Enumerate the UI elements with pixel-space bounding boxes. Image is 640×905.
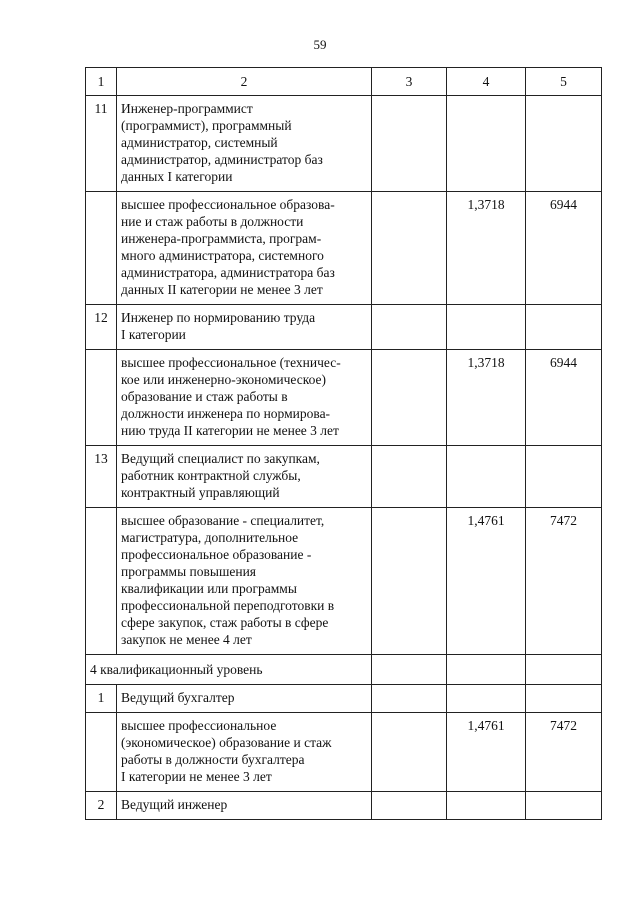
position-row [86,305,602,350]
text-line: контрактный управляющий [121,485,280,500]
column-4-value: 1,3718 [447,350,526,446]
text-line: нию труда II категории не менее 3 лет [121,423,339,438]
column-4-value [447,655,526,685]
qualification-table [85,67,602,820]
position-row [86,792,602,820]
row-number: 2 [86,792,117,820]
text-line: закупок не менее 4 лет [121,632,252,647]
column-3-value [372,655,447,685]
column-3-value [372,192,447,305]
text-line: высшее профессиональное (техничес- [121,355,341,370]
column-4-value [447,685,526,713]
text-line: ние и стаж работы в должности [121,214,304,229]
position-title [117,792,372,820]
column-4-value: 1,4761 [447,713,526,792]
column-header-1: 1 [86,68,117,96]
row-number [86,192,117,305]
text-line: высшее профессиональное [121,718,277,733]
qualification-level-row [86,655,602,685]
position-title [117,305,372,350]
position-row [86,685,602,713]
column-5-value [526,96,602,192]
row-number: 13 [86,446,117,508]
text-line: квалификации или программы [121,581,297,596]
column-5-value [526,305,602,350]
column-5-value: 7472 [526,713,602,792]
text-line: высшее профессиональное образова- [121,197,335,212]
text-line: (экономическое) образование и стаж [121,735,332,750]
table-body [86,68,602,820]
row-number [86,350,117,446]
text-line: Инженер-программист [121,101,253,116]
column-3-value [372,350,447,446]
position-row [86,96,602,192]
text-line: администратора, администратора баз [121,265,335,280]
requirement-row [86,192,602,305]
text-line: кое или инженерно-экономическое) [121,372,327,387]
text-line: данных I категории [121,169,233,184]
header-row [86,68,602,96]
text-line: сфере закупок, стаж работы в сфере [121,615,329,630]
row-number [86,713,117,792]
column-header-3: 3 [372,68,447,96]
column-5-value: 6944 [526,350,602,446]
text-line: работник контрактной службы, [121,468,301,483]
text-line: Ведущий специалист по закупкам, [121,451,320,466]
text-line: профессиональной переподготовки в [121,598,335,613]
row-number: 12 [86,305,117,350]
text-line: профессиональное образование - [121,547,312,562]
row-number: 11 [86,96,117,192]
column-5-value [526,685,602,713]
column-3-value [372,508,447,655]
requirement-text [117,192,372,305]
qualification-level-label: 4 квалификационный уровень [86,655,372,685]
requirement-row [86,713,602,792]
position-title [117,446,372,508]
column-5-value [526,655,602,685]
requirement-text [117,713,372,792]
text-line: администратор, системный [121,135,278,150]
text-line: Ведущий инженер [121,797,228,812]
text-line: Инженер по нормированию труда [121,310,316,325]
text-line: I категории [121,327,186,342]
column-3-value [372,713,447,792]
column-header-5: 5 [526,68,602,96]
column-4-value [447,446,526,508]
requirement-text [117,350,372,446]
text-line: Ведущий бухгалтер [121,690,235,705]
column-4-value [447,96,526,192]
column-3-value [372,96,447,192]
position-row [86,446,602,508]
text-line: много администратора, системного [121,248,324,263]
column-5-value: 7472 [526,508,602,655]
column-5-value [526,446,602,508]
column-4-value: 1,4761 [447,508,526,655]
column-5-value [526,792,602,820]
text-line: образование и стаж работы в [121,389,288,404]
position-title [117,685,372,713]
text-line: высшее образование - специалитет, [121,513,325,528]
text-line: магистратура, дополнительное [121,530,299,545]
text-line: должности инженера по нормирова- [121,406,331,421]
column-4-value [447,305,526,350]
position-title [117,96,372,192]
text-line: (программист), программный [121,118,292,133]
column-header-4: 4 [447,68,526,96]
text-line: программы повышения [121,564,256,579]
column-header-2: 2 [117,68,372,96]
column-3-value [372,446,447,508]
column-4-value: 1,3718 [447,192,526,305]
text-line: инженера-программиста, програм- [121,231,322,246]
row-number [86,508,117,655]
row-number: 1 [86,685,117,713]
column-4-value [447,792,526,820]
text-line: данных II категории не менее 3 лет [121,282,323,297]
column-3-value [372,305,447,350]
requirement-row [86,350,602,446]
column-3-value [372,792,447,820]
text-line: работы в должности бухгалтера [121,752,305,767]
column-3-value [372,685,447,713]
text-line: администратор, администратор баз [121,152,323,167]
requirement-text [117,508,372,655]
column-5-value: 6944 [526,192,602,305]
requirement-row [86,508,602,655]
page-number: 59 [313,37,327,52]
text-line: I категории не менее 3 лет [121,769,272,784]
